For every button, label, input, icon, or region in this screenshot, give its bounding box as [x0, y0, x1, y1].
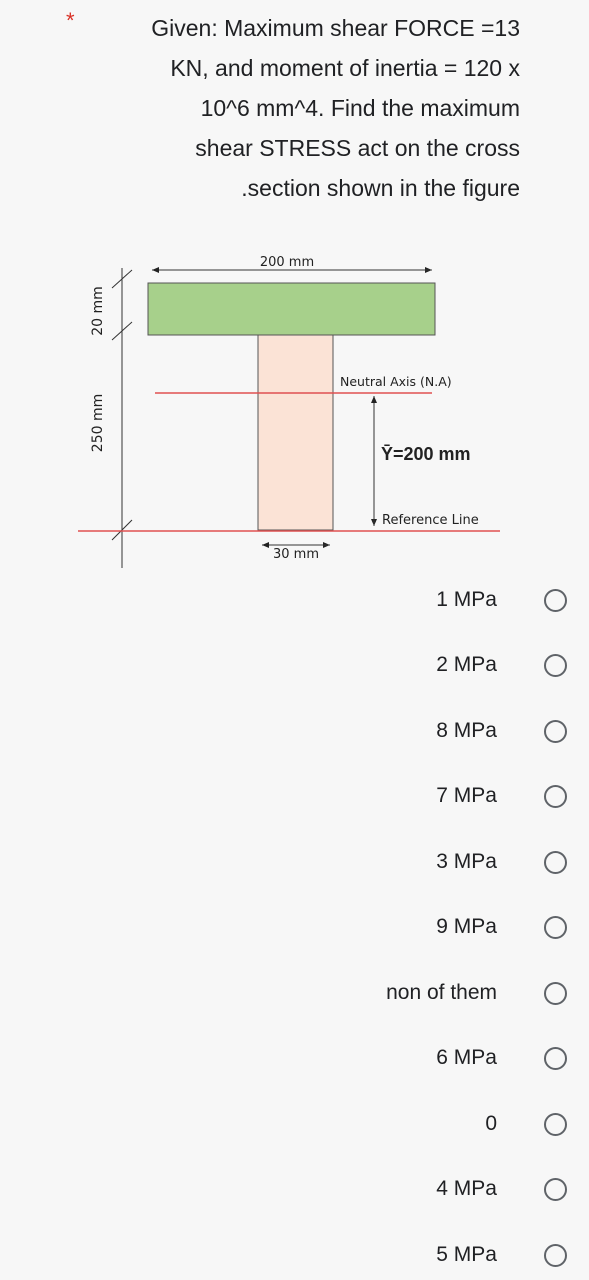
- option-6-mpa[interactable]: [436, 1038, 519, 1078]
- option-label: non of them: [386, 981, 497, 1004]
- question-line: Given: Maximum shear FORCE =13: [151, 15, 520, 41]
- option-9-mpa[interactable]: [436, 907, 519, 947]
- option-8-mpa[interactable]: [436, 711, 519, 751]
- radio-button[interactable]: [544, 720, 567, 743]
- option-label: 2 MPa: [436, 653, 497, 676]
- option-label: 7 MPa: [436, 784, 497, 807]
- option-3-mpa[interactable]: [436, 842, 519, 882]
- option-label: 4 MPa: [436, 1177, 497, 1200]
- neutral-axis-label: Neutral Axis (N.A): [340, 374, 452, 389]
- t-section-figure: [0, 240, 589, 570]
- option-label: 1 MPa: [436, 588, 497, 611]
- radio-button[interactable]: [544, 589, 567, 612]
- option-2-mpa[interactable]: [436, 645, 519, 685]
- question-line: KN, and moment of inertia = 120 x: [170, 55, 520, 81]
- radio-button[interactable]: [544, 654, 567, 677]
- question-line: shear STRESS act on the cross: [195, 135, 520, 161]
- reference-line-label: Reference Line: [382, 513, 479, 528]
- flange-thickness-label: 20 mm: [90, 286, 106, 336]
- radio-button[interactable]: [544, 851, 567, 874]
- option-label: 5 MPa: [436, 1243, 497, 1266]
- option-1-mpa[interactable]: [436, 580, 519, 620]
- radio-button[interactable]: [544, 1113, 567, 1136]
- flange-width-label: 200 mm: [259, 255, 315, 270]
- option-label: 0: [485, 1112, 497, 1135]
- radio-button[interactable]: [544, 982, 567, 1005]
- option-7-mpa[interactable]: [436, 776, 519, 816]
- question-line: 10^6 mm^4. Find the maximum: [200, 95, 520, 121]
- web-thickness-label: 30 mm: [272, 547, 320, 562]
- option-5-mpa[interactable]: [436, 1235, 519, 1275]
- radio-button[interactable]: [544, 1244, 567, 1267]
- radio-button[interactable]: [544, 785, 567, 808]
- radio-button[interactable]: [544, 1178, 567, 1201]
- option-label: 6 MPa: [436, 1046, 497, 1069]
- option-label: 9 MPa: [436, 915, 497, 938]
- option-label: 8 MPa: [436, 719, 497, 742]
- web-height-label: 250 mm: [90, 393, 106, 453]
- option-none-of-them[interactable]: [386, 973, 519, 1013]
- t-section-diagram: [0, 240, 589, 570]
- radio-button[interactable]: [544, 916, 567, 939]
- flange-rect: [148, 283, 435, 335]
- required-asterisk: *: [66, 8, 75, 33]
- question-line: .section shown in the figure: [241, 175, 520, 201]
- question-text: [100, 8, 520, 208]
- option-4-mpa[interactable]: [436, 1169, 519, 1209]
- web-rect: [258, 335, 333, 530]
- option-zero[interactable]: [485, 1104, 519, 1144]
- ybar-label: Ȳ=200 mm: [381, 444, 471, 464]
- option-label: 3 MPa: [436, 850, 497, 873]
- radio-button[interactable]: [544, 1047, 567, 1070]
